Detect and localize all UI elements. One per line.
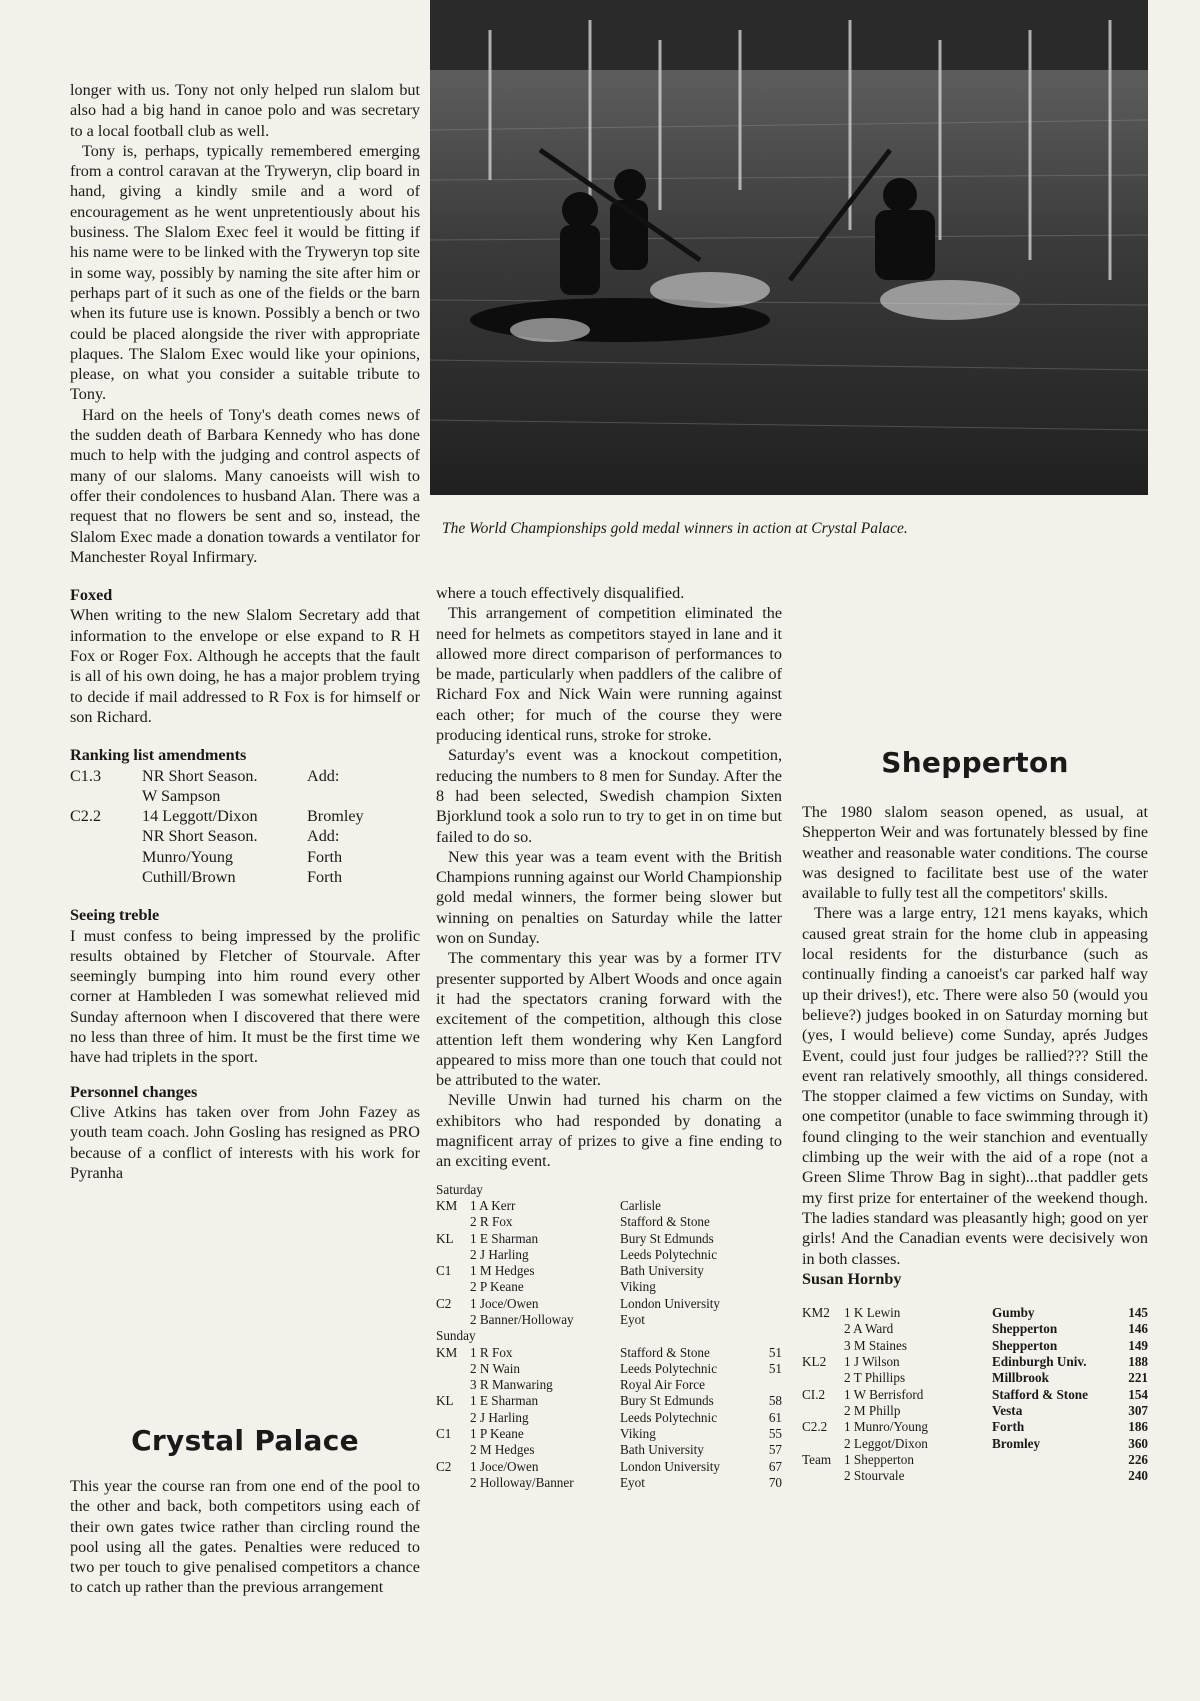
ranking-list — [70, 766, 420, 888]
ranking-entry: 14 Leggott/Dixon — [142, 807, 258, 826]
result-score: 360 — [1128, 1435, 1148, 1451]
results-row — [436, 1361, 782, 1377]
result-class — [436, 1312, 470, 1328]
result-score — [748, 1214, 782, 1230]
crystal-palace-paragraph: This arrangement of competition eliminated the need for helmets as competitors stayed in lane and it allowed more direct comparison of performances to be made, particularly when paddlers of the calibre of Richard Fox and Nick Wain were running against each other; for much of the course they were producing identical runs, stroke for stroke. — [436, 604, 782, 745]
ranking-note — [307, 786, 420, 806]
result-score: 188 — [1128, 1354, 1148, 1370]
result-name: 1 E Sharman — [470, 1230, 539, 1246]
result-class — [436, 1377, 470, 1393]
intro-paragraph-1: longer with us. Tony not only helped run slalom but also had a big hand in canoe polo and was secretary to a local football club as well. — [70, 81, 420, 140]
result-club: Shepperton — [992, 1321, 1058, 1337]
result-name: 3 R Manwaring — [470, 1377, 553, 1393]
result-name: 1 R Fox — [470, 1344, 513, 1360]
result-name: 2 R Fox — [470, 1214, 513, 1230]
result-name: 2 P Keane — [470, 1279, 524, 1295]
ranking-entry: NR Short Season. — [142, 766, 258, 785]
result-score: 240 — [1128, 1468, 1148, 1484]
shepperton-heading: Shepperton — [881, 746, 1069, 779]
results-row — [436, 1214, 782, 1230]
result-name: 3 M Staines — [844, 1337, 908, 1353]
results-row — [436, 1442, 782, 1458]
results-row — [802, 1468, 1148, 1484]
result-class: KL — [436, 1393, 454, 1409]
result-club: Bath University — [620, 1442, 704, 1458]
result-class — [436, 1442, 470, 1458]
column-right — [802, 802, 1148, 1484]
result-score: 58 — [768, 1393, 782, 1409]
result-name: 1 K Lewin — [844, 1305, 901, 1321]
result-club: Shepperton — [992, 1337, 1058, 1353]
ranking-row — [70, 826, 420, 846]
result-score: 51 — [768, 1360, 782, 1376]
result-score — [748, 1377, 782, 1393]
results-row — [436, 1231, 782, 1247]
result-class: C2.2 — [802, 1419, 828, 1435]
result-name: 2 M Phillp — [844, 1402, 901, 1418]
results-row — [802, 1338, 1148, 1354]
crystal-palace-paragraph: Neville Unwin had turned his charm on the exhibitors who had responded by donating a magnificent array of prizes to give a fine ending to an exciting event. — [436, 1091, 782, 1171]
result-class — [802, 1338, 844, 1354]
ranking-note: Bromley — [307, 807, 364, 826]
crystal-palace-paragraph: Saturday's event was a knockout competition, reducing the numbers to 8 men for Sunday. After the 8 had been selected, Swedish champion Sixten Bjorklund took a solo run to try to get in on time but failed to do so. — [436, 746, 782, 846]
crystal-palace-photo — [430, 0, 1148, 495]
photo-caption: The World Championships gold medal winners in action at Crystal Palace. — [442, 520, 908, 537]
result-class: KM — [436, 1197, 458, 1213]
ranking-row — [70, 806, 420, 826]
ranking-entry: W Sampson — [142, 786, 221, 805]
ranking-row — [70, 766, 420, 786]
foxed-heading: Foxed — [70, 586, 113, 605]
results-row — [436, 1198, 782, 1214]
result-score: 221 — [1128, 1370, 1148, 1386]
result-class: C2 — [436, 1295, 452, 1311]
result-class — [802, 1436, 844, 1452]
result-club: Stafford & Stone — [620, 1214, 710, 1230]
results-row — [436, 1459, 782, 1475]
result-club: London University — [620, 1458, 720, 1474]
result-club: Carlisle — [620, 1197, 662, 1213]
result-name: 1 M Hedges — [470, 1263, 535, 1279]
result-score: 226 — [1128, 1451, 1148, 1467]
results-row — [436, 1393, 782, 1409]
result-class: C1 — [436, 1426, 452, 1442]
result-club: Royal Air Force — [620, 1377, 705, 1393]
ranking-note: Add: — [307, 827, 340, 846]
result-name: 1 A Kerr — [470, 1197, 516, 1213]
ranking-row — [70, 847, 420, 867]
results-row — [436, 1312, 782, 1328]
ranking-entry: Munro/Young — [142, 847, 234, 866]
results-row — [802, 1419, 1148, 1435]
result-name: 1 E Sharman — [470, 1393, 539, 1409]
author-signature: Susan Hornby — [802, 1269, 902, 1288]
results-row — [802, 1354, 1148, 1370]
result-name: 1 Joce/Owen — [470, 1458, 539, 1474]
result-score: 55 — [768, 1426, 782, 1442]
result-club: Eyot — [620, 1474, 645, 1490]
result-score — [748, 1198, 782, 1214]
sunday-label: Sunday — [436, 1328, 476, 1344]
results-row — [802, 1370, 1148, 1386]
result-class — [436, 1410, 470, 1426]
result-class — [436, 1214, 470, 1230]
result-score — [748, 1279, 782, 1295]
ranking-entry: Cuthill/Brown — [142, 867, 236, 886]
results-row — [802, 1305, 1148, 1321]
ranking-class: C1.3 — [70, 766, 102, 785]
result-club: Bury St Edmunds — [620, 1230, 714, 1246]
result-name: 1 Munro/Young — [844, 1419, 929, 1435]
ranking-note: Add: — [307, 766, 340, 785]
result-score — [748, 1312, 782, 1328]
result-class: C1 — [436, 1263, 452, 1279]
result-name: 2 N Wain — [470, 1360, 520, 1376]
shepperton-results — [802, 1305, 1148, 1484]
result-class: CI.2 — [802, 1386, 826, 1402]
results-row — [436, 1377, 782, 1393]
result-score — [748, 1231, 782, 1247]
result-name: 2 A Ward — [844, 1321, 894, 1337]
result-name: 2 Holloway/Banner — [470, 1474, 574, 1490]
foxed-text: When writing to the new Slalom Secretary add that information to the envelope or else expand to R H Fox or Roger Fox. Although he accepts that the fault is all of his own doing, he has a major problem trying to decide if mail addressed to R Fox is for himself or son Richard. — [70, 606, 420, 726]
result-score — [748, 1263, 782, 1279]
result-club: Leeds Polytechnic — [620, 1409, 718, 1425]
result-club: Bromley — [992, 1435, 1041, 1451]
personnel-text: Clive Atkins has taken over from John Fazey as youth team coach. John Gosling has resigned as PRO because of a conflict of interests with his work for Pyranha — [70, 1102, 420, 1182]
result-club: Viking — [620, 1426, 656, 1442]
result-score: 154 — [1128, 1386, 1148, 1402]
result-club: Leeds Polytechnic — [620, 1360, 718, 1376]
ranking-row — [70, 867, 420, 887]
results-row — [436, 1279, 782, 1295]
intro-paragraph-2: Tony is, perhaps, typically remembered emerging from a control caravan at the Tryweryn, clip board in hand, giving a kindly smile and a word of encouragement as he went unpretentiously about his business. The Slalom Exec feel it would be fitting if his name were to be linked with the Tryweryn top site in some way, possibly by naming the site after him or perhaps part of it such as one of the fields or the barn when its future use is known. Possibly a bench or two could be placed alongside the river with appropriate plaques. The Slalom Exec would like your opinions, please, on what you consider a suitable tribute to Tony. — [70, 141, 420, 404]
result-score: 57 — [768, 1442, 782, 1458]
result-name: 1 J Wilson — [844, 1354, 900, 1370]
result-class — [436, 1475, 470, 1491]
result-club: Millbrook — [992, 1370, 1049, 1386]
result-score: 145 — [1128, 1305, 1148, 1321]
results-row — [436, 1296, 782, 1312]
crystal-palace-lead — [70, 1476, 420, 1598]
canoe-action-photo — [430, 0, 1148, 495]
result-score: 61 — [768, 1409, 782, 1425]
ranking-class: C2.2 — [70, 807, 102, 826]
result-club: Forth — [992, 1419, 1025, 1435]
result-name: 1 P Keane — [470, 1426, 524, 1442]
result-class — [802, 1321, 844, 1337]
result-club: Bury St Edmunds — [620, 1393, 714, 1409]
crystal-palace-continued: where a touch effectively disqualified. — [436, 584, 685, 602]
results-row — [436, 1410, 782, 1426]
result-name: 2 Banner/Holloway — [470, 1311, 574, 1327]
result-club: Viking — [620, 1279, 656, 1295]
result-class — [802, 1468, 844, 1484]
treble-heading: Seeing treble — [70, 906, 160, 925]
ranking-class — [70, 847, 142, 867]
result-score: 186 — [1128, 1419, 1148, 1435]
result-club: Leeds Polytechnic — [620, 1246, 718, 1262]
results-row — [802, 1452, 1148, 1468]
results-row — [802, 1403, 1148, 1419]
result-name: 2 T Phillips — [844, 1370, 906, 1386]
result-score: 67 — [768, 1458, 782, 1474]
result-score: 51 — [768, 1344, 782, 1360]
result-name: 2 J Harling — [470, 1409, 529, 1425]
result-club: Edinburgh Univ. — [992, 1354, 1087, 1370]
result-name: 2 M Hedges — [470, 1442, 535, 1458]
ranking-note: Forth — [307, 847, 343, 866]
result-name: 2 Leggot/Dixon — [844, 1435, 928, 1451]
result-club: London University — [620, 1295, 720, 1311]
saturday-label: Saturday — [436, 1181, 483, 1197]
result-score: 70 — [768, 1474, 782, 1490]
crystal-palace-lead-text: This year the course ran from one end of the pool to the other and back, both competitors using each of their own gates twice rather than circling round the pool using all the gates. Penalties were reduced to two per touch to give penalised competitors a chance to catch up rather than the previous arrangement — [70, 1477, 420, 1597]
result-name: 2 Stourvale — [844, 1468, 905, 1484]
ranking-entry: NR Short Season. — [142, 827, 258, 846]
column-left — [70, 80, 420, 1183]
result-score: 307 — [1128, 1402, 1148, 1418]
result-club: Bath University — [620, 1263, 704, 1279]
result-class: KL — [436, 1230, 454, 1246]
crystal-palace-paragraph: The commentary this year was by a former ITV presenter supported by Albert Woods and once again it had the spectators craning forward with the excitement of the competition, although this close attention left them wondering why Ken Langford appeared to miss more than one touch that could not be attributed to the water. — [436, 949, 782, 1090]
results-row — [436, 1345, 782, 1361]
result-class — [436, 1247, 470, 1263]
result-class: C2 — [436, 1458, 452, 1474]
result-name: 1 Shepperton — [844, 1451, 914, 1467]
results-row — [436, 1426, 782, 1442]
result-class: KM2 — [802, 1305, 830, 1321]
shepperton-paragraph: The 1980 slalom season opened, as usual, at Shepperton Weir and was fortunately blessed by fine weather and reasonable water conditions. The course was designed to facilitate best use of the water available to fully test all the competitors' skills. — [802, 803, 1148, 903]
results-row — [436, 1247, 782, 1263]
treble-text: I must confess to being impressed by the prolific results obtained by Fletcher of Stourvale. After seemingly bumping into him round every other corner at Hambleden I was somewhat relieved mid Sunday afternoon when I discovered that there were no less than three of him. It must be the first time we have had triplets in the sport. — [70, 926, 420, 1067]
crystal-palace-paragraph: New this year was a team event with the British Champions running against our World Championship gold medal winners, the former being slower but winning on penalties on Saturday while the latter won on Sunday. — [436, 847, 782, 948]
results-row — [436, 1475, 782, 1491]
result-score: 146 — [1128, 1321, 1148, 1337]
ranking-class — [70, 867, 142, 887]
results-row — [802, 1387, 1148, 1403]
personnel-heading: Personnel changes — [70, 1082, 198, 1101]
result-name: 2 J Harling — [470, 1246, 529, 1262]
result-club: Stafford & Stone — [620, 1344, 710, 1360]
result-club: Vesta — [992, 1402, 1023, 1418]
ranking-note: Forth — [307, 867, 343, 886]
result-class — [436, 1279, 470, 1295]
result-name: 1 W Berrisford — [844, 1386, 924, 1402]
result-class: KL2 — [802, 1354, 827, 1370]
result-score: 149 — [1128, 1337, 1148, 1353]
column-middle — [436, 583, 782, 1491]
intro-paragraph-3: Hard on the heels of Tony's death comes news of the sudden death of Barbara Kennedy who has done much to help with the judging and control aspects of many of our slaloms. Many canoeists will wish to offer their condolences to husband Alan. There was a request that no flowers be sent and so, instead, the Slalom Exec made a donation towards a ventilator for Manchester Royal Infirmary. — [70, 405, 420, 566]
ranking-heading: Ranking list amendments — [70, 746, 247, 765]
result-class: KM — [436, 1344, 458, 1360]
crystal-palace-heading: Crystal Palace — [131, 1424, 359, 1457]
result-score — [748, 1247, 782, 1263]
result-class — [802, 1403, 844, 1419]
shepperton-paragraph: There was a large entry, 121 mens kayaks, which caused great strain for the home club in appeasing local residents for the disturbance (such as continually finding a canoeist's car parked half way up their drives!), etc. There were also 50 (would you believe?) judges booked in on Saturday morning but (yes, I would believe) come Sunday, aprés Judges Event, could just four judges be rallied??? Still the event ran relatively smoothly, all things considered. The stopper claimed a few victims on Sunday, with one competitor (unable to face swimming through it) found clinging to the weir stanchion and eventually climbing up the weir with the aid of a rope (not a Green Slime Throw Bag in sight)...that paddler gets my first prize for entertainer of the weekend though. The ladies standard was pleasantly high; good on yer girls! And the Canadian events were decisively won in both classes. — [802, 904, 1148, 1268]
results-row — [802, 1436, 1148, 1452]
result-class — [802, 1370, 844, 1386]
ranking-class — [70, 786, 142, 806]
crystal-palace-results — [436, 1182, 782, 1492]
ranking-row — [70, 786, 420, 806]
result-class: Team — [802, 1451, 832, 1467]
results-row — [802, 1321, 1148, 1337]
result-club: Gumby — [992, 1305, 1035, 1321]
result-club — [992, 1452, 1122, 1468]
result-class — [436, 1361, 470, 1377]
result-score — [748, 1296, 782, 1312]
result-club — [992, 1468, 1122, 1484]
result-club: Eyot — [620, 1311, 645, 1327]
results-row — [436, 1263, 782, 1279]
result-name: 1 Joce/Owen — [470, 1295, 539, 1311]
result-club: Stafford & Stone — [992, 1386, 1088, 1402]
ranking-class — [70, 826, 142, 846]
